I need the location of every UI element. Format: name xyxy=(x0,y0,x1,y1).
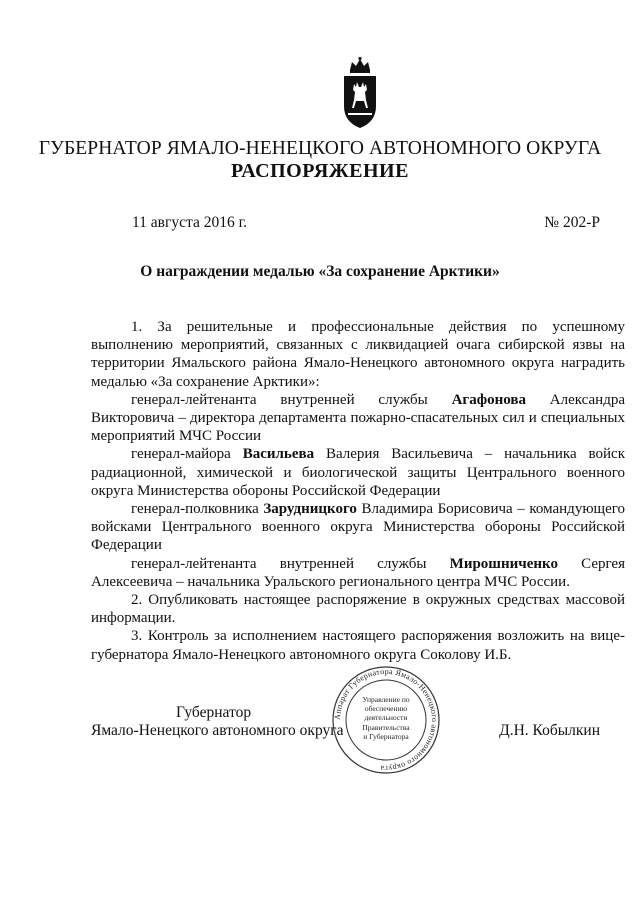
document-type: РАСПОРЯЖЕНИЕ xyxy=(231,160,409,182)
document-number: № 202-Р xyxy=(544,214,600,231)
coat-of-arms-graphic xyxy=(340,56,380,132)
org-title: ГУБЕРНАТОР ЯМАЛО-НЕНЕЦКОГО АВТОНОМНОГО ОКРУГА xyxy=(38,138,602,159)
awardee-4-surname: Мирошниченко xyxy=(449,555,558,572)
signer-title-line-2: Ямало-Ненецкого автономного округа xyxy=(91,722,344,739)
stamp-line-3: деятельности xyxy=(364,713,408,723)
awardee-1-rank: генерал-лейтенанта внутренней службы xyxy=(131,391,452,408)
stamp-line-2: обеспечению xyxy=(364,704,408,714)
awardee-4 xyxy=(91,555,625,591)
signer-name: Д.Н. Кобылкин xyxy=(499,722,600,739)
awardee-4-rank: генерал-лейтенанта внутренней службы xyxy=(131,555,450,572)
awardee-1-surname: Агафонова xyxy=(451,391,526,408)
awardee-2-details: Валерия Васильевича – начальника войск радиационной, химической и биологической защиты Центрального военного округа Министерства обороны Российской Федерации xyxy=(91,446,625,499)
stamp-line-5: и Губернатора xyxy=(363,731,409,741)
paragraph-3: 3. Контроль за исполнением настоящего распоряжения возложить на вице-губернатора Ямало-Ненецкого автономного округа Соколову И.Б. xyxy=(91,628,625,663)
stamp-ring-text: Аппарат Губернатора Ямало-Ненецкого автономного округа xyxy=(332,666,440,774)
awardee-3 xyxy=(91,500,625,555)
awardee-2-surname: Васильева xyxy=(242,446,315,463)
coat-of-arms-icon xyxy=(340,56,380,132)
awardee-4-details: Сергея Алексеевича – начальника Уральского регионального центра МЧС России. xyxy=(91,555,625,590)
awardee-2 xyxy=(91,445,625,500)
awardee-3-details: Владимира Борисовича – командующего войсками Центрального военного округа Министерства обороны Российской Федерации xyxy=(91,501,626,554)
awardee-3-rank: генерал-полковника xyxy=(131,501,264,518)
paragraph-1: 1. За решительные и профессиональные действия по успешному выполнению мероприятий, связанных с ликвидацией очага сибирской язвы на территории Ямальского района Ямало-Ненецкого автономного округа наградить медалью «За сохранение Арктики»: xyxy=(91,319,625,390)
awardee-1-details: Александра Викторовича – директора департамента пожарно-спасательных сил и специальных мероприятий МЧС России xyxy=(91,391,625,445)
official-stamp xyxy=(331,665,441,775)
signer-title-line-1: Губернатор xyxy=(176,704,252,721)
stamp-center-text xyxy=(350,695,422,741)
document-date: 11 августа 2016 г. xyxy=(132,214,248,231)
stamp-line-4: Правительства xyxy=(362,722,410,732)
awardee-1 xyxy=(91,391,625,446)
document-body xyxy=(91,318,625,664)
awardee-2-rank: генерал-майора xyxy=(131,446,243,463)
paragraph-2: 2. Опубликовать настоящее распоряжение в окружных средствах массовой информации. xyxy=(91,592,625,627)
awardee-3-surname: Зарудницкого xyxy=(263,501,357,518)
stamp-line-1: Управление по xyxy=(362,695,410,704)
document-subject: О награждении медалью «За сохранение Арктики» xyxy=(140,263,500,280)
